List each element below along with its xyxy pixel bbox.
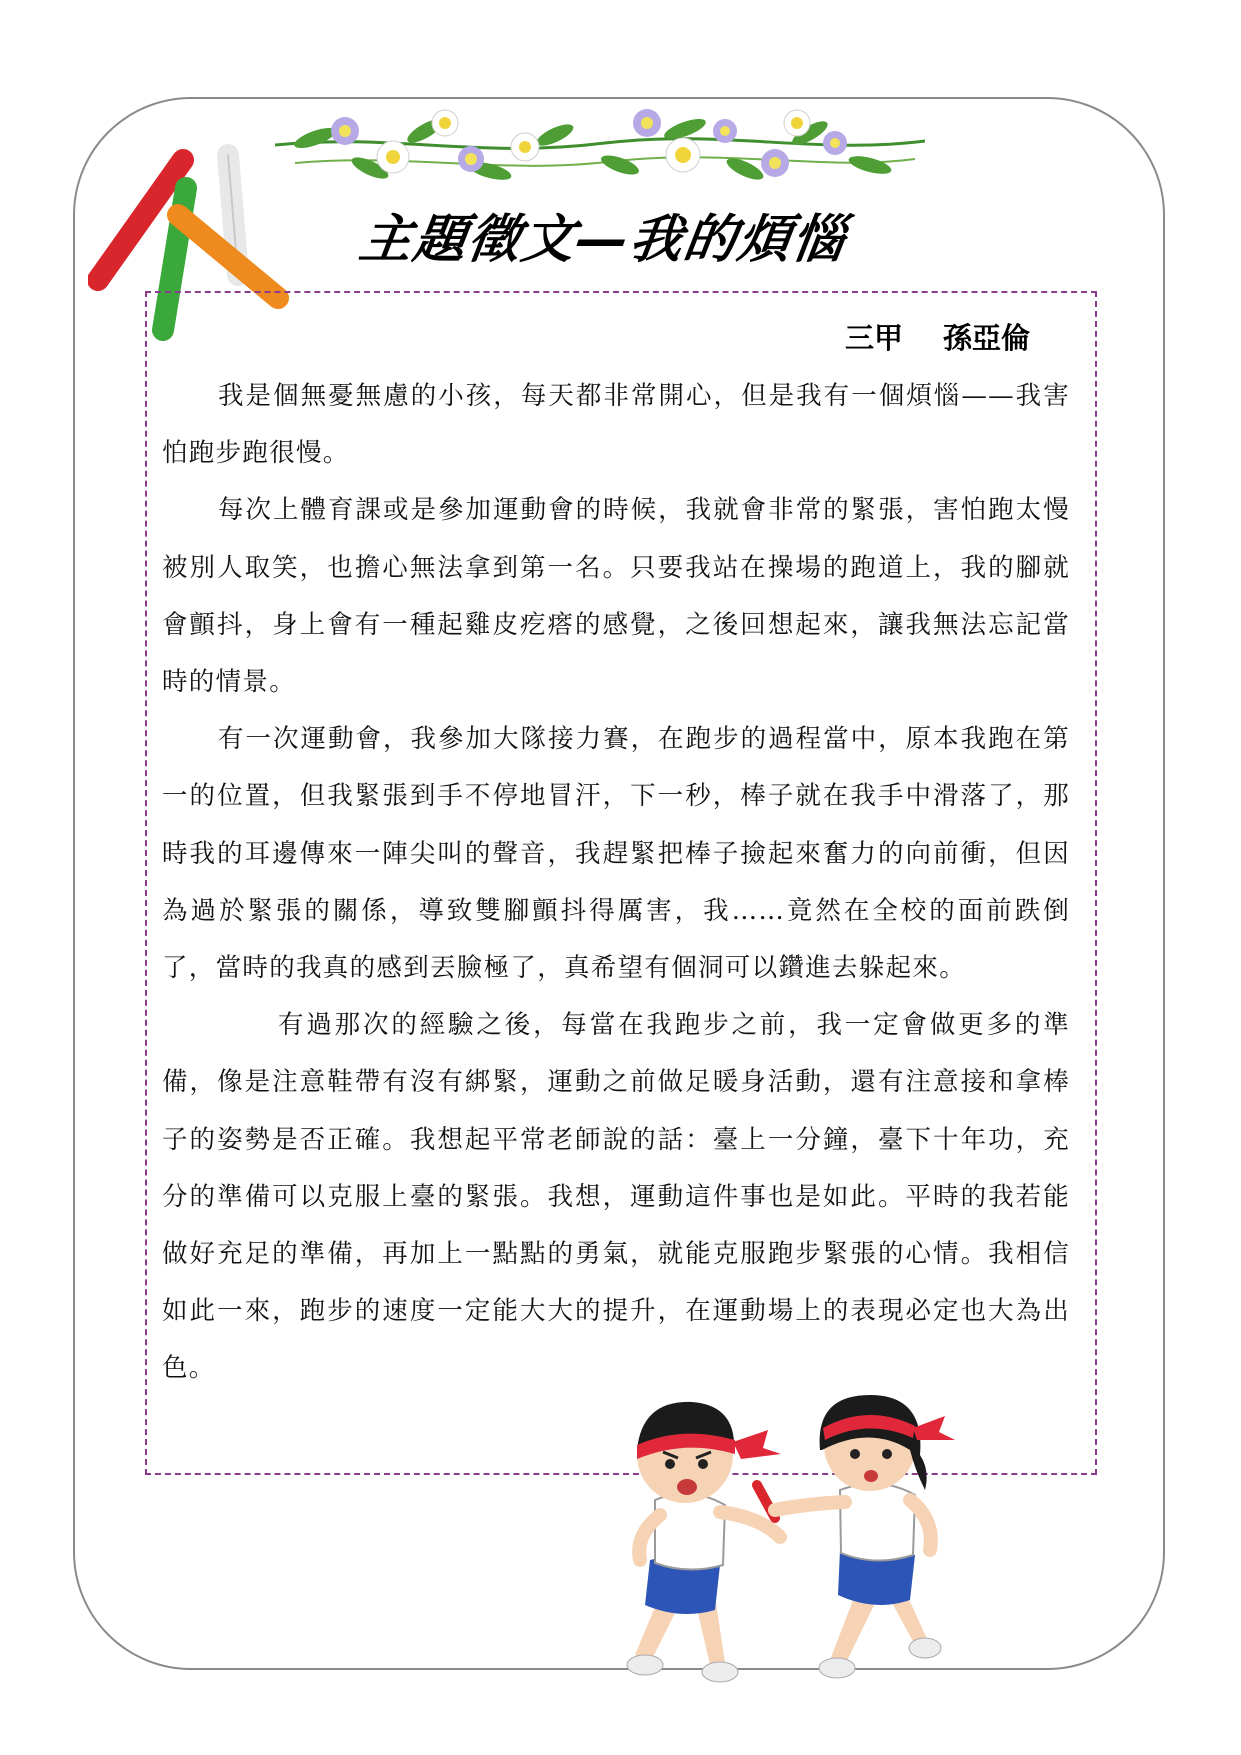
page-title: 主題徵文—我的煩惱 [355, 210, 851, 270]
author-name: 孫亞倫 [943, 321, 1031, 355]
essay-paragraph: 有過那次的經驗之後，每當在我跑步之前，我一定會做更多的準備，像是注意鞋帶有沒有綁緊，運動之前做足暖身活動，還有注意接和拿棒子的姿勢是否正確。我想起平常老師說的話：臺上一分鐘，臺下十年功，充分的準備可以克服上臺的緊張。我想，運動這件事也是如此。平時的我若能做好充足的準備，再加上一點點的勇氣，就能克服跑步緊張的心情。我相信如此一來，跑步的速度一定能大大的提升，在運動場上的表現必定也大為出色。 [162, 1010, 1070, 1384]
author-class: 三甲 [845, 321, 904, 355]
boy-runner [627, 1402, 781, 1682]
girl-runner [775, 1395, 955, 1678]
flower-vine-decoration [275, 93, 925, 205]
essay-paragraph: 我是個無憂無慮的小孩，每天都非常開心，但是我有一個煩惱——我害怕跑步跑很慢。 [162, 381, 1070, 469]
essay-paragraph: 有一次運動會，我參加大隊接力賽，在跑步的過程當中，原本我跑在第一的位置，但我緊張到手不停地冒汗，下一秒，棒子就在我手中滑落了，那時我的耳邊傳來一陣尖叫的聲音，我趕緊把棒子撿起來奮力的向前衝，但因為過於緊張的關係，導致雙腳顫抖得厲害，我……竟然在全校的面前跌倒了，當時的我真的感到丟臉極了，真希望有個洞可以鑽進去躲起來。 [162, 724, 1070, 984]
essay-paragraph: 每次上體育課或是參加運動會的時候，我就會非常的緊張，害怕跑太慢被別人取笑，也擔心無法拿到第一名。只要我站在操場的跑道上，我的腳就會顫抖，身上會有一種起雞皮疙瘩的感覺，之後回想起來，讓我無法忘記當時的情景。 [162, 495, 1070, 698]
relay-runners-illustration [615, 1390, 1065, 1700]
essay-body [162, 368, 1070, 1398]
author-line [845, 314, 1030, 362]
